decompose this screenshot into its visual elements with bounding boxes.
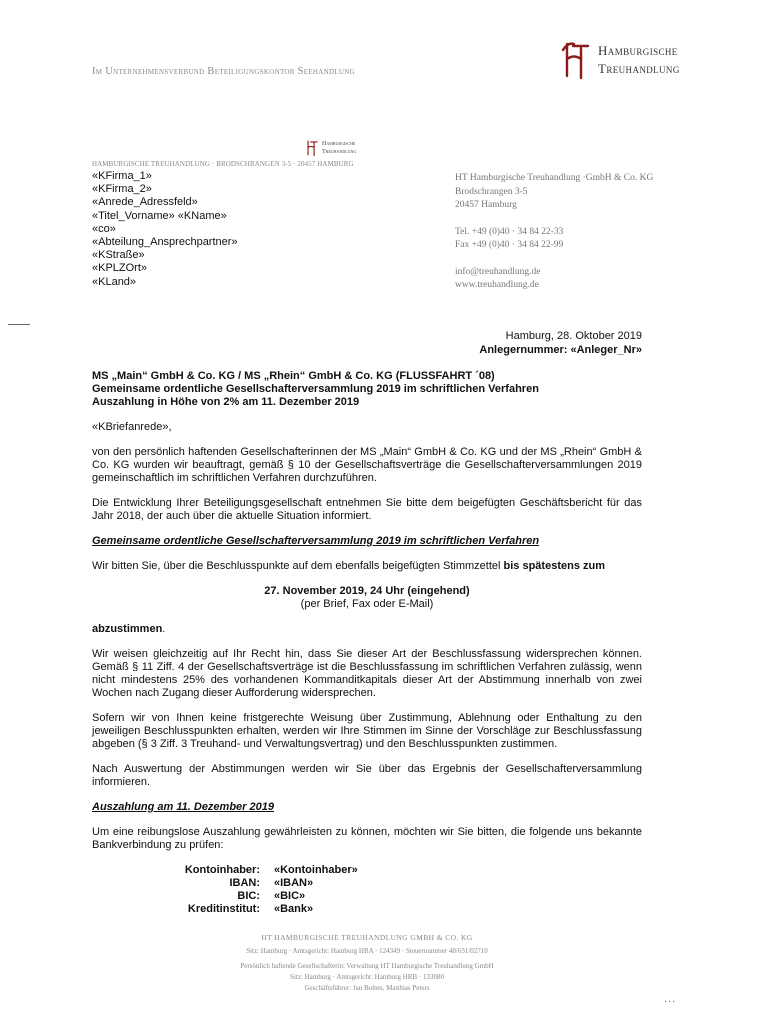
recipient-line: «Titel_Vorname» «KName» bbox=[92, 209, 227, 222]
ht-monogram-icon bbox=[560, 38, 590, 82]
footer-general-partner: Persönlich haftende Gesellschafterin: Verwaltung HT Hamburgische Treuhandlung GmbH bbox=[240, 962, 494, 970]
sender-return-line: HAMBURGISCHE TREUHANDLUNG · BRODSCHRANGEN 3-5 · 20457 HAMBURG bbox=[92, 160, 354, 168]
paragraph-default-vote: Sofern wir von Ihnen keine fristgerechte Weisung über Zustimmung, Ablehnung oder Enthaltung zu den jeweiligen Beschlusspunkten erhalten, werden wir Ihre Stimmen im Sinne der Vorschläge zur Beschlussfassung abgeben (§ 3 Ziff. 3 Treuhand- und Verwaltungsvertrag) und den Beschlusspunkten zustimmen. bbox=[92, 712, 642, 750]
small-logo-line-2: Treuhandlung bbox=[322, 149, 357, 155]
footer-company-title: HT HAMBURGISCHE TREUHANDLUNG GMBH & CO. KG bbox=[261, 933, 473, 942]
small-company-logo bbox=[305, 138, 375, 158]
company-name: HT Hamburgische Treuhandlung ·GmbH & Co. KG bbox=[455, 173, 654, 183]
vote-request-bold: bis spätestens zum bbox=[503, 560, 605, 572]
footer-registration: Sitz: Hamburg · Amtsgericht: Hamburg HRA · 124349 · Steuernummer 48/631/02710 bbox=[246, 947, 488, 955]
recipient-line: «KPLZOrt» bbox=[92, 262, 148, 275]
recipient-line: «KFirma_1» bbox=[92, 170, 152, 182]
header-tagline: Im Unternehmensverbund Beteiligungskontor Seehandlung bbox=[92, 66, 355, 77]
paragraph-bank-check: Um eine reibungslose Auszahlung gewährleisten zu können, möchten wir Sie bitten, die folgende uns bekannte Bankverbindung zu prüfen: bbox=[92, 826, 642, 851]
bank-row bbox=[150, 903, 358, 916]
company-website[interactable]: www.treuhandlung.de bbox=[455, 280, 539, 290]
bank-row bbox=[150, 890, 358, 903]
bank-label: Kreditinstitut: bbox=[187, 903, 260, 915]
company-fax: Fax +49 (0)40 · 34 84 22-99 bbox=[455, 240, 564, 250]
paragraph-results: Nach Auswertung der Abstimmungen werden wir Sie über das Ergebnis der Gesellschafterversammlung informieren. bbox=[92, 763, 642, 788]
paragraph-report: Die Entwicklung Ihrer Beteiligungsgesellschaft entnehmen Sie bitte dem beigefügten Geschäftsbericht für das Jahr 2018, der auch über die aktuelle Situation informiert. bbox=[92, 497, 642, 522]
vote-instruction bbox=[92, 623, 642, 636]
bank-label: IBAN: bbox=[229, 877, 260, 889]
bank-label: BIC: bbox=[237, 890, 260, 902]
recipient-line: «Anrede_Adressfeld» bbox=[92, 196, 198, 209]
logo-line-2: Treuhandlung bbox=[598, 61, 680, 76]
small-logo-line-1: Hamburgische bbox=[322, 141, 356, 147]
footer-managing-directors: Geschäftsführer: Jan Bolten, Matthias Peters bbox=[304, 984, 430, 992]
bank-row bbox=[150, 877, 358, 890]
bank-value: «BIC» bbox=[274, 890, 306, 902]
footer-gp-registration: Sitz: Hamburg · Amtsgericht: Hamburg HRB · 133080 bbox=[290, 973, 444, 981]
subject-line-3: Auszahlung in Höhe von 2% am 11. Dezember 2019 bbox=[92, 396, 360, 408]
company-street: Brodschrangen 3-5 bbox=[455, 186, 528, 197]
bank-details-table bbox=[150, 864, 358, 916]
salutation: «KBriefanrede», bbox=[92, 421, 172, 433]
company-email[interactable]: info@treuhandlung.de bbox=[455, 266, 541, 277]
company-city: 20457 Hamburg bbox=[455, 200, 517, 210]
deadline-block bbox=[92, 585, 642, 611]
section-heading-meeting: Gemeinsame ordentliche Gesellschafterversammlung 2019 im schriftlichen Verfahren bbox=[92, 535, 540, 547]
recipient-line: «KStraße» bbox=[92, 249, 145, 262]
vote-request-text: Wir bitten Sie, über die Beschlusspunkte auf dem ebenfalls beigefügten Stimmzettel bbox=[92, 560, 504, 572]
recipient-line: «KLand» bbox=[92, 275, 137, 288]
letter-footer bbox=[92, 932, 642, 994]
bank-value: «IBAN» bbox=[274, 877, 314, 889]
company-logo bbox=[560, 38, 720, 82]
date-block bbox=[479, 329, 642, 357]
subject-line-1: MS „Main“ GmbH & Co. KG / MS „Rhein“ GmbH & Co. KG (FLUSSFAHRT ´08) bbox=[92, 370, 495, 382]
logo-line-1: Hamburgische bbox=[598, 43, 678, 58]
section-heading-payout: Auszahlung am 11. Dezember 2019 bbox=[92, 801, 274, 813]
company-tel: Tel. +49 (0)40 · 34 84 22-33 bbox=[455, 226, 564, 237]
vote-instruction-end: . bbox=[162, 623, 166, 635]
ht-monogram-small-icon bbox=[305, 138, 318, 158]
recipient-address bbox=[92, 170, 238, 289]
page-continue-mark: ... bbox=[664, 993, 677, 1005]
bank-value: «Kontoinhaber» bbox=[274, 864, 358, 876]
fold-mark bbox=[8, 324, 30, 325]
deadline-date: 27. November 2019, 24 Uhr (eingehend) bbox=[264, 585, 470, 597]
recipient-line: «Abteilung_Ansprechpartner» bbox=[92, 236, 238, 249]
subject-line-2: Gemeinsame ordentliche Gesellschafterversammlung 2019 im schriftlichen Verfahren bbox=[92, 383, 539, 395]
paragraph-objection-right: Wir weisen gleichzeitig auf Ihr Recht hin, dass Sie dieser Art der Beschlussfassung widersprechen können. Gemäß § 11 Ziff. 4 der Gesellschaftsverträge ist die Beschlussfassung im schriftlichen Verfahren zulässig, wenn nicht mindestens 25% des vorhandenen Kommanditkapitals dieser Art der Abstimmung innerhalb von zwei Wochen nach Zugang dieser Aufforderung widersprechen. bbox=[92, 648, 642, 699]
subject-block bbox=[92, 370, 642, 409]
letter-date: Hamburg, 28. Oktober 2019 bbox=[505, 330, 642, 342]
bank-label: Kontoinhaber: bbox=[184, 864, 260, 876]
investor-number: Anlegernummer: «Anleger_Nr» bbox=[479, 344, 642, 356]
bank-value: «Bank» bbox=[274, 903, 314, 915]
recipient-line: «co» bbox=[92, 222, 116, 235]
company-contact-block bbox=[455, 172, 653, 293]
vote-instruction-bold: abzustimmen bbox=[92, 623, 163, 635]
recipient-line: «KFirma_2» bbox=[92, 183, 152, 196]
letter-body bbox=[92, 370, 642, 916]
bank-row bbox=[150, 864, 358, 877]
paragraph-vote-request bbox=[92, 560, 642, 573]
deadline-note: (per Brief, Fax oder E-Mail) bbox=[300, 598, 434, 610]
paragraph-intro: von den persönlich haftenden Gesellschafterinnen der MS „Main“ GmbH & Co. KG und der MS „Rhein“ GmbH & Co. KG wurden wir beauftragt, gemäß § 10 der Gesellschaftsverträge die Gesellschafterversammlungen 2019 gemeinschaftlich im schriftlichen Verfahren durchzuführen. bbox=[92, 446, 642, 484]
